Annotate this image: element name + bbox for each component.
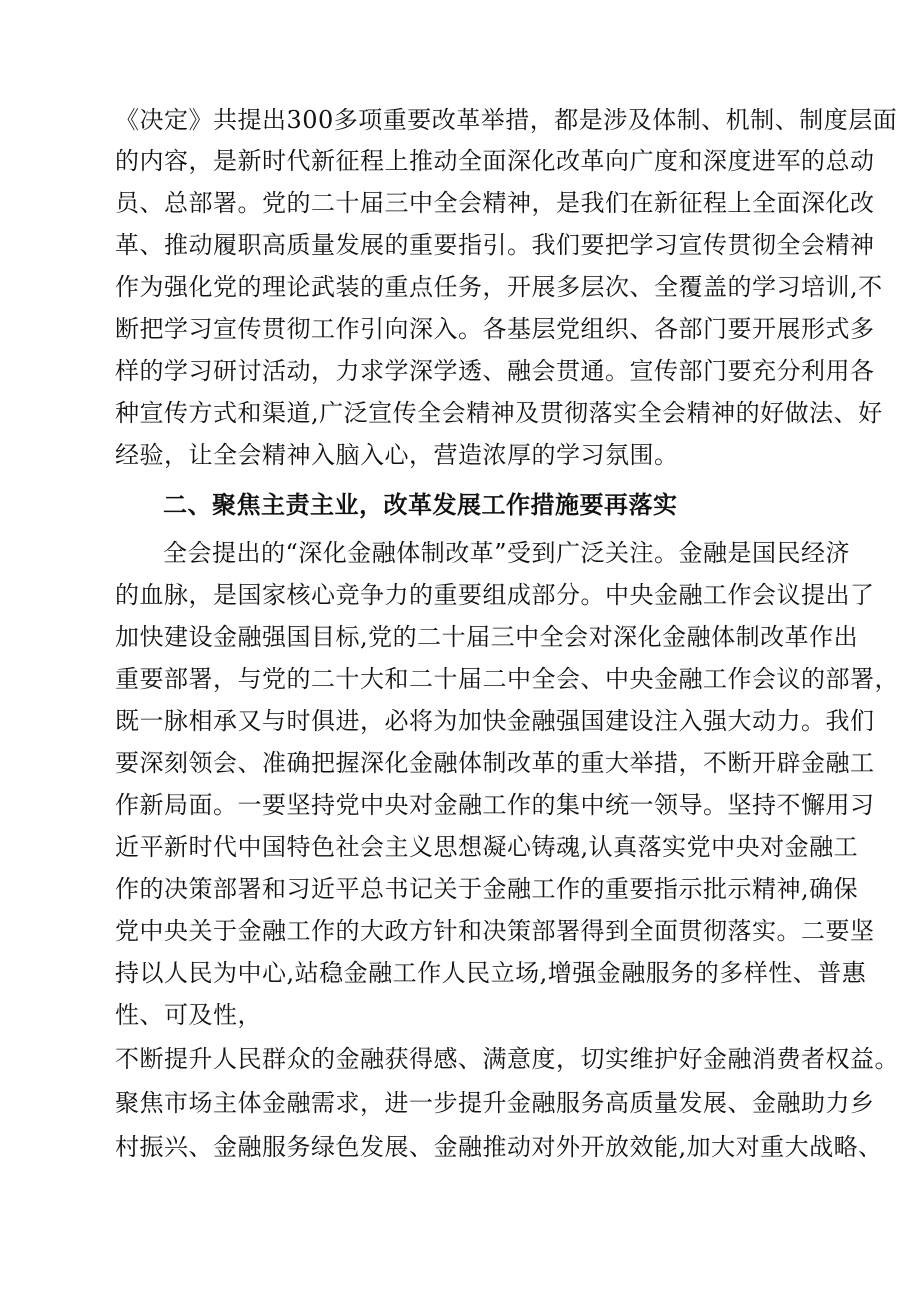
paragraph-line: 作的决策部署和习近平总书记关于金融工作的重要指示批示精神,确保 bbox=[115, 875, 859, 903]
paragraph-line: 全会提出的“深化金融体制改革”受到广泛关注。金融是国民经济 bbox=[163, 539, 851, 567]
paragraph-line: 革、推动履职高质量发展的重要指引。我们要把学习宣传贯彻全会精神 bbox=[115, 231, 875, 259]
paragraph-line: 持以人民为中心,站稳金融工作人民立场,增强金融服务的多样性、普惠 bbox=[115, 959, 867, 987]
paragraph-line: 《决定》共提出300多项重要改革举措，都是涉及体制、机制、制度层面 bbox=[115, 106, 898, 134]
paragraph-line: 不断提升人民群众的金融获得感、满意度，切实维护好金融消费者权益。 bbox=[115, 1045, 899, 1073]
paragraph-line: 种宣传方式和渠道,广泛宣传全会精神及贯彻落实全会精神的好做法、好 bbox=[115, 399, 883, 427]
paragraph-line: 既一脉相承又与时俱进，必将为加快金融强国建设注入强大动力。我们 bbox=[115, 707, 875, 735]
paragraph-line: 的血脉，是国家核心竞争力的重要组成部分。中央金融工作会议提出了 bbox=[115, 581, 875, 609]
paragraph-line: 党中央关于金融工作的大政方针和决策部署得到全面贯彻落实。二要坚 bbox=[115, 917, 875, 945]
paragraph-line: 的内容，是新时代新征程上推动全面深化改革向广度和深度进军的总动 bbox=[115, 147, 875, 175]
paragraph-line: 样的学习研讨活动，力求学深学透、融会贯通。宣传部门要充分利用各 bbox=[115, 357, 875, 385]
paragraph-line: 要深刻领会、准确把握深化金融体制改革的重大举措，不断开辟金融工 bbox=[115, 749, 875, 777]
paragraph-line: 作新局面。一要坚持党中央对金融工作的集中统一领导。坚持不懈用习 bbox=[115, 791, 875, 819]
paragraph-line: 近平新时代中国特色社会主义思想凝心铸魂,认真落实党中央对金融工 bbox=[115, 833, 859, 861]
paragraph-line: 村振兴、金融服务绿色发展、金融推动对外开放效能,加大对重大战略、 bbox=[115, 1133, 883, 1161]
section-heading: 二、聚焦主责主业，改革发展工作措施要再落实 bbox=[163, 491, 678, 519]
paragraph-line: 断把学习宣传贯彻工作引向深入。各基层党组织、各部门要开展形式多 bbox=[115, 315, 875, 343]
paragraph-line: 性、可及性， bbox=[115, 1001, 262, 1029]
paragraph-line: 经验，让全会精神入脑入心，营造浓厚的学习氛围。 bbox=[115, 441, 679, 469]
paragraph-line: 重要部署，与党的二十大和二十届二中全会、中央金融工作会议的部署， bbox=[115, 665, 899, 693]
paragraph-line: 加快建设金融强国目标,党的二十届三中全会对深化金融体制改革作出 bbox=[115, 623, 859, 651]
paragraph-line: 员、总部署。党的二十届三中全会精神，是我们在新征程上全面深化改 bbox=[115, 189, 875, 217]
paragraph-line: 聚焦市场主体金融需求，进一步提升金融服务高质量发展、金融助力乡 bbox=[115, 1089, 875, 1117]
paragraph-line: 作为强化党的理论武装的重点任务，开展多层次、全覆盖的学习培训,不 bbox=[115, 273, 883, 301]
